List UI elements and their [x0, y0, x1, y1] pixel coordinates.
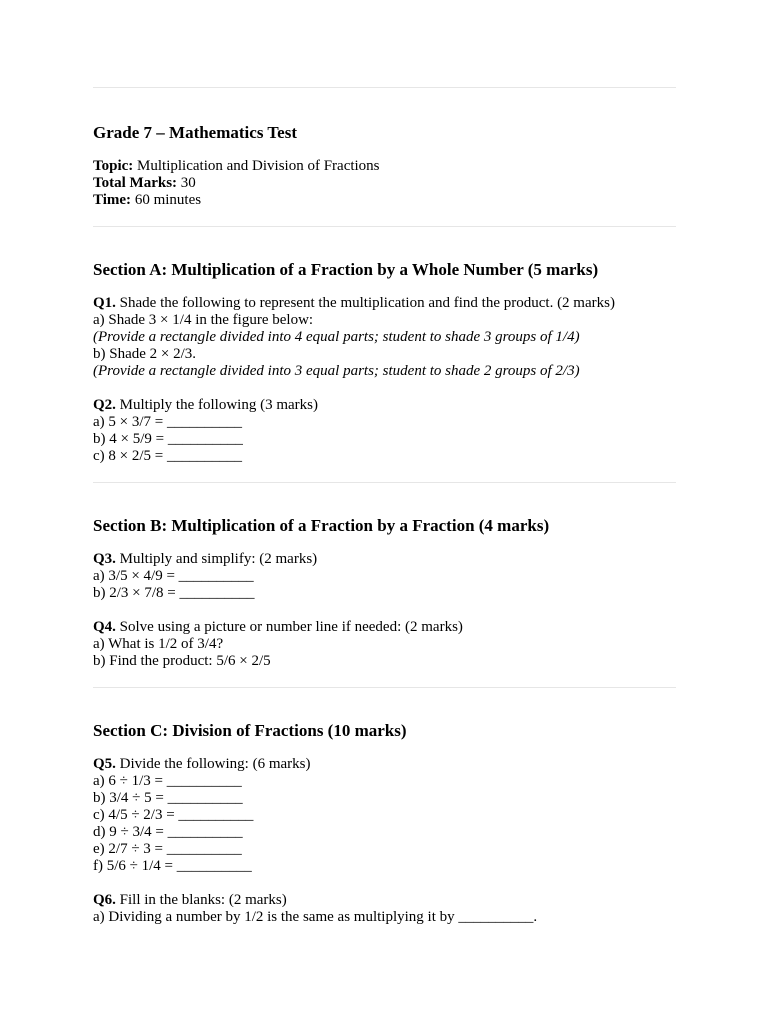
divider — [93, 87, 676, 88]
question-2-text: Multiply the following (3 marks) — [115, 397, 318, 413]
question-2c: c) 8 × 2/5 = __________ — [93, 448, 242, 464]
question-5-stem — [93, 756, 676, 773]
question-1 — [93, 295, 676, 380]
question-4b: b) Find the product: 5/6 × 2/5 — [93, 653, 271, 669]
question-3a: a) 3/5 × 4/9 = __________ — [93, 568, 254, 584]
question-6 — [93, 892, 676, 926]
question-5a: a) 6 ÷ 1/3 = __________ — [93, 773, 242, 789]
question-1b: b) Shade 2 × 2/3. — [93, 346, 197, 362]
question-6-label: Q6. — [93, 892, 116, 908]
question-2 — [93, 397, 676, 465]
test-document — [93, 87, 676, 926]
question-3 — [93, 551, 676, 602]
question-2-stem — [93, 397, 676, 414]
question-1-stem — [93, 295, 676, 312]
question-5-text: Divide the following: (6 marks) — [115, 756, 311, 772]
question-3-text: Multiply and simplify: (2 marks) — [115, 551, 318, 567]
total-marks-line — [93, 175, 676, 192]
question-4 — [93, 619, 676, 670]
question-1b-note: (Provide a rectangle divided into 3 equal parts; student to shade 2 groups of 2/3) — [93, 363, 580, 379]
question-5c: c) 4/5 ÷ 2/3 = __________ — [93, 807, 254, 823]
question-4-stem — [93, 619, 676, 636]
question-5f: f) 5/6 ÷ 1/4 = __________ — [93, 858, 252, 874]
question-5b: b) 3/4 ÷ 5 = __________ — [93, 790, 243, 806]
question-6-stem — [93, 892, 676, 909]
question-3-stem — [93, 551, 676, 568]
question-5e: e) 2/7 ÷ 3 = __________ — [93, 841, 242, 857]
total-marks-value: 30 — [177, 175, 196, 191]
question-3-label: Q3. — [93, 551, 116, 567]
total-marks-label: Total Marks: — [93, 175, 178, 191]
divider — [93, 482, 676, 483]
question-2a: a) 5 × 3/7 = __________ — [93, 414, 242, 430]
topic-label: Topic: — [93, 158, 134, 174]
time-line — [93, 192, 676, 209]
question-2-label: Q2. — [93, 397, 116, 413]
question-1a-note: (Provide a rectangle divided into 4 equal parts; student to shade 3 groups of 1/4) — [93, 329, 580, 345]
section-a-heading: Section A: Multiplication of a Fraction by a Whole Number (5 marks) — [93, 260, 599, 279]
divider — [93, 687, 676, 688]
question-1-text: Shade the following to represent the multiplication and find the product. (2 marks) — [115, 295, 615, 311]
question-5d: d) 9 ÷ 3/4 = __________ — [93, 824, 243, 840]
question-2b: b) 4 × 5/9 = __________ — [93, 431, 243, 447]
question-4-text: Solve using a picture or number line if needed: (2 marks) — [115, 619, 463, 635]
question-4-label: Q4. — [93, 619, 116, 635]
question-1a: a) Shade 3 × 1/4 in the figure below: — [93, 312, 314, 328]
question-5-label: Q5. — [93, 756, 116, 772]
time-value: 60 minutes — [131, 192, 202, 208]
question-4a: a) What is 1/2 of 3/4? — [93, 636, 224, 652]
time-label: Time: — [93, 192, 132, 208]
test-info — [93, 158, 676, 209]
question-3b: b) 2/3 × 7/8 = __________ — [93, 585, 255, 601]
test-title: Grade 7 – Mathematics Test — [93, 123, 297, 142]
question-6a: a) Dividing a number by 1/2 is the same as multiplying it by __________. — [93, 909, 538, 925]
divider — [93, 226, 676, 227]
question-6-text: Fill in the blanks: (2 marks) — [115, 892, 287, 908]
topic-line — [93, 158, 676, 175]
question-5 — [93, 756, 676, 875]
section-b-heading: Section B: Multiplication of a Fraction by a Fraction (4 marks) — [93, 516, 550, 535]
topic-value: Multiplication and Division of Fractions — [133, 158, 380, 174]
section-c-heading: Section C: Division of Fractions (10 marks) — [93, 721, 407, 740]
question-1-label: Q1. — [93, 295, 116, 311]
